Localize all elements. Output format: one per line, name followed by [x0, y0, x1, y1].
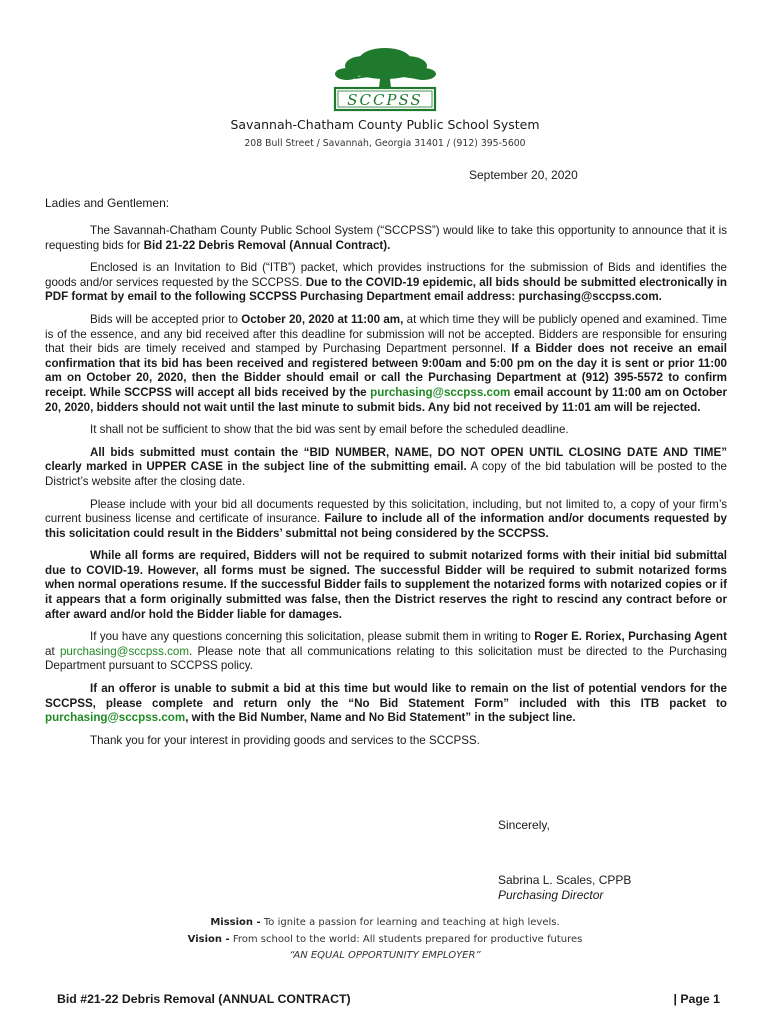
paragraph-documents: Please include with your bid all documents requested by this solicitation, including, but not limited to, a copy of your firm’s current business license and certificate of insurance. Failure to include all of the information and/or documents requested by this solicitation could result in the Bidders’ submittal not being considered by the SCCPSS.: [45, 497, 727, 540]
closing: Sincerely,: [498, 818, 550, 832]
oak-tree-icon: [333, 44, 437, 112]
paragraph-deadline: Bids will be accepted prior to October 20, 2020 at 11:00 am, at which time they will be publicly opened and examined. Time is of the essence, and any bid received after this deadline for submission will not be accepted. Bidders are responsible for ensuring that their bids are timely received and stamped by Purchasing Department personnel. If a Bidder does not receive an email confirmation that its bid has been received and registered between 9:00am and 5:00 pm on the day it is sent or prior 11:00 am on October 20, 2020, then the Bidder should email or call the Purchasing Department at (912) 395-5572 to confirm receipt. While SCCPSS will accept all bids received by the purchasing@sccpss.com email account by 11:00 am on October 20, 2020, bidders should not wait until the last minute to submit bids. Any bid not received by 11:01 am will be rejected.: [45, 312, 727, 414]
letter-date: September 20, 2020: [469, 168, 578, 182]
vision-statement: Vision - From school to the world: All students prepared for productive futures: [187, 934, 583, 945]
salutation: Ladies and Gentlemen:: [45, 196, 170, 210]
org-name: Savannah-Chatham County Public School System: [230, 117, 540, 132]
signer-name: Sabrina L. Scales, CPPB: [498, 873, 632, 887]
signer-title: Purchasing Director: [498, 888, 604, 902]
paragraph-email-sent: It shall not be sufficient to show that the bid was sent by email before the scheduled deadline.: [90, 423, 569, 437]
paragraph-itb-packet: Enclosed is an Invitation to Bid (“ITB”) packet, which provides instructions for the submission of Bids and identifies the goods and/or services requested by the SCCPSS. Due to the COVID-19 epidemic, all bids should be submitted electronically in PDF format by email to the following SCCPSS Purchasing Department email address: purchasing@sccpss.com.: [45, 261, 727, 304]
paragraph-no-bid: If an offeror is unable to submit a bid at this time but would like to remain on the list of potential vendors for the SCCPSS, please complete and return only the “No Bid Statement Form” included with this ITB packet to purchasing@sccpss.com, with the Bid Number, Name and No Bid Statement” in the subject line.: [45, 682, 727, 725]
email-link[interactable]: purchasing@sccpss.com: [370, 385, 511, 399]
email-link[interactable]: purchasing@sccpss.com: [59, 644, 189, 658]
email-link[interactable]: purchasing@sccpss.com: [45, 711, 186, 725]
org-address: 208 Bull Street / Savannah, Georgia 31401 / (912) 395-5600: [244, 138, 526, 149]
logo-text: SCCPSS: [347, 91, 423, 109]
paragraph-questions: If you have any questions concerning this solicitation, please submit them in writing to Roger E. Roriex, Purchasing Agent at purchasing@sccpss.com. Please note that all communications relating to this solicitation must be directed to the Purchasing Department pursuant to SCCPSS policy.: [45, 630, 727, 673]
eeo-statement: “AN EQUAL OPPORTUNITY EMPLOYER”: [289, 950, 481, 961]
bid-title-footer: Bid #21-22 Debris Removal (ANNUAL CONTRACT): [57, 992, 351, 1006]
paragraph-subject-line: All bids submitted must contain the “BID NUMBER, NAME, DO NOT OPEN UNTIL CLOSING DATE AND TIME” clearly marked in UPPER CASE in the subject line of the submitting email. A copy of the bid tabulation will be posted to the District’s website after the closing date.: [45, 445, 727, 488]
paragraph-forms: While all forms are required, Bidders will not be required to submit notarized forms with their initial bid submittal due to COVID-19. However, all forms must be signed. The successful Bidder will be required to submit notarized forms when normal operations resume. If the successful Bidder fails to supplement the notarized forms with notarized copies or if it appears that a form originally submitted was false, then the District reserves the right to rescind any contract before or after award and/or hold the Bidder liable for damages.: [45, 549, 727, 621]
paragraph-intro: The Savannah-Chatham County Public School System (“SCCPSS”) would like to take this opportunity to announce that it is requesting bids for Bid 21-22 Debris Removal (Annual Contract).: [45, 224, 727, 252]
paragraph-thanks: Thank you for your interest in providing goods and services to the SCCPSS.: [90, 733, 480, 747]
page-number: | Page 1: [673, 992, 720, 1006]
letter-body: [45, 224, 727, 756]
sccpss-logo: [333, 44, 437, 112]
mission-statement: Mission - To ignite a passion for learning and teaching at high levels.: [210, 917, 560, 928]
